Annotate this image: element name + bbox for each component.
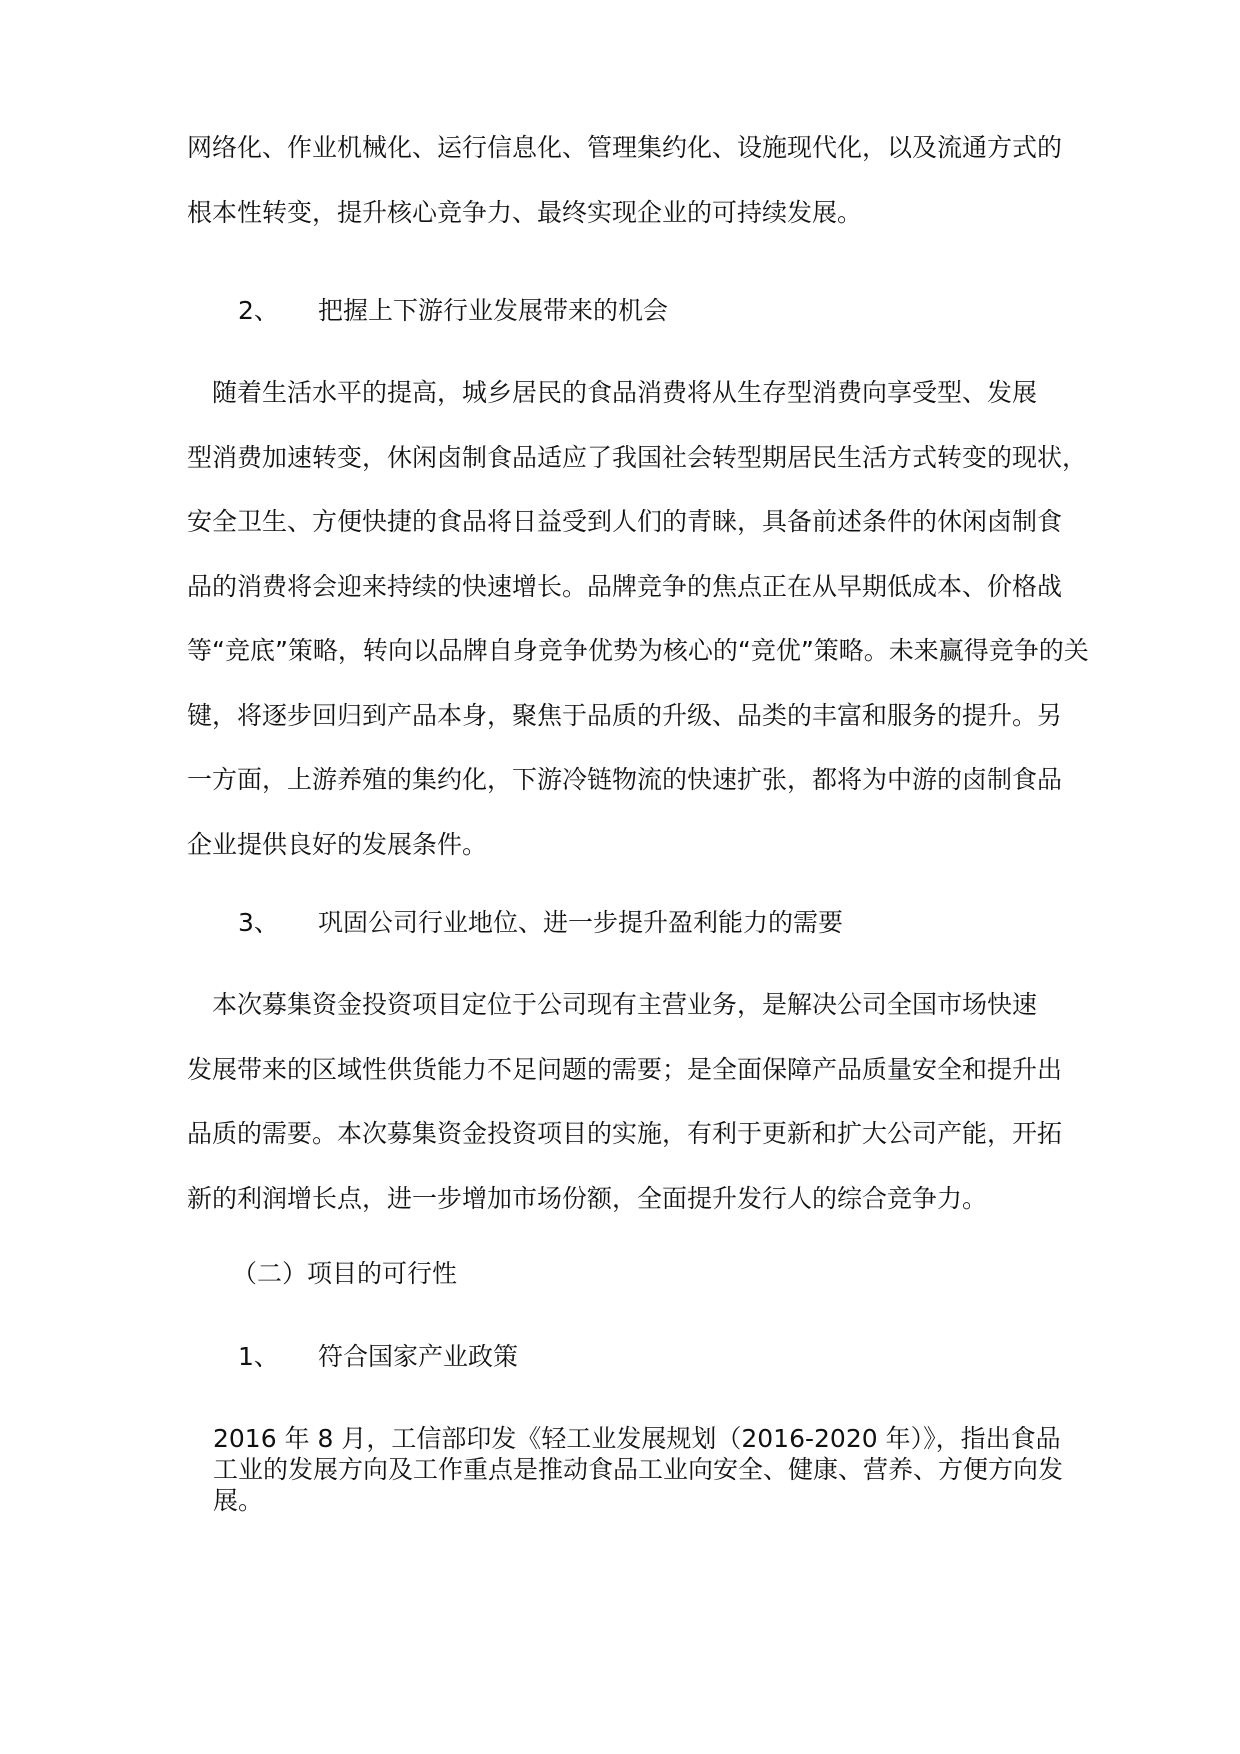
text-line: 新的利润增长点，进一步增加市场份额，全面提升发行人的综合竞争力。 (187, 1183, 988, 1213)
text-line: 品的消费将会迎来持续的快速增长。品牌竞争的焦点正在从早期低成本、价格战 (187, 571, 1063, 601)
text-line: 型消费加速转变，休闲卤制食品适应了我国社会转型期居民生活方式转变的现状， (187, 442, 1088, 472)
text-line: 键，将逐步回归到产品本身，聚焦于品质的升级、品类的丰富和服务的提升。另 (187, 700, 1063, 730)
text-line: 一方面，上游养殖的集约化，下游冷链物流的快速扩张，都将为中游的卤制食品 (187, 765, 1063, 794)
heading-text: 巩固公司行业地位、进一步提升盈利能力的需要 (318, 908, 844, 937)
text-line: 展。 (213, 1486, 264, 1515)
paragraph-intro (187, 116, 1082, 245)
text-line: 企业提供良好的发展条件。 (187, 829, 488, 859)
text-line: 工业的发展方向及工作重点是推动食品工业向安全、健康、营养、方便方向发 (213, 1455, 1064, 1484)
text-line: 根本性转变，提升核心竞争力、最终实现企业的可持续发展。 (187, 197, 863, 227)
paragraph-policy (213, 1423, 1073, 1516)
paragraph-opportunity (187, 361, 1089, 877)
text-line: 2016 年 8 月，工信部印发《轻工业发展规划（2016-2020 年）》，指出食品 (213, 1424, 1061, 1453)
text-line: 安全卫生、方便快捷的食品将日益受到人们的青睐，具备前述条件的休闲卤制食 (187, 507, 1063, 536)
text-line: 品质的需要。本次募集资金投资项目的实施，有利于更新和扩大公司产能，开拓 (187, 1119, 1063, 1148)
paragraph-need (187, 973, 1082, 1231)
text-line: 发展带来的区域性供货能力不足问题的需要；是全面保障产品质量安全和提升出 (187, 1054, 1063, 1084)
text-line: 随着生活水平的提高，城乡居民的食品消费将从生存型消费向享受型、发展 (187, 378, 1038, 407)
heading-text: 把握上下游行业发展带来的机会 (318, 296, 669, 325)
text-line: 网络化、作业机械化、运行信息化、管理集约化、设施现代化，以及流通方式的 (187, 133, 1063, 162)
heading-text: 符合国家产业政策 (318, 1342, 519, 1371)
text-line: 本次募集资金投资项目定位于公司现有主营业务，是解决公司全国市场快速 (187, 990, 1038, 1019)
heading-number: 2、 (238, 296, 279, 325)
section-title (232, 1242, 457, 1306)
heading-number: 1、 (238, 1342, 279, 1371)
heading-number: 3、 (238, 908, 279, 937)
text-line: 等“竞底”策略，转向以品牌自身竞争优势为核心的“竞优”策略。未来赢得竞争的关 (187, 636, 1089, 665)
section-title-text: （二）项目的可行性 (232, 1259, 458, 1288)
